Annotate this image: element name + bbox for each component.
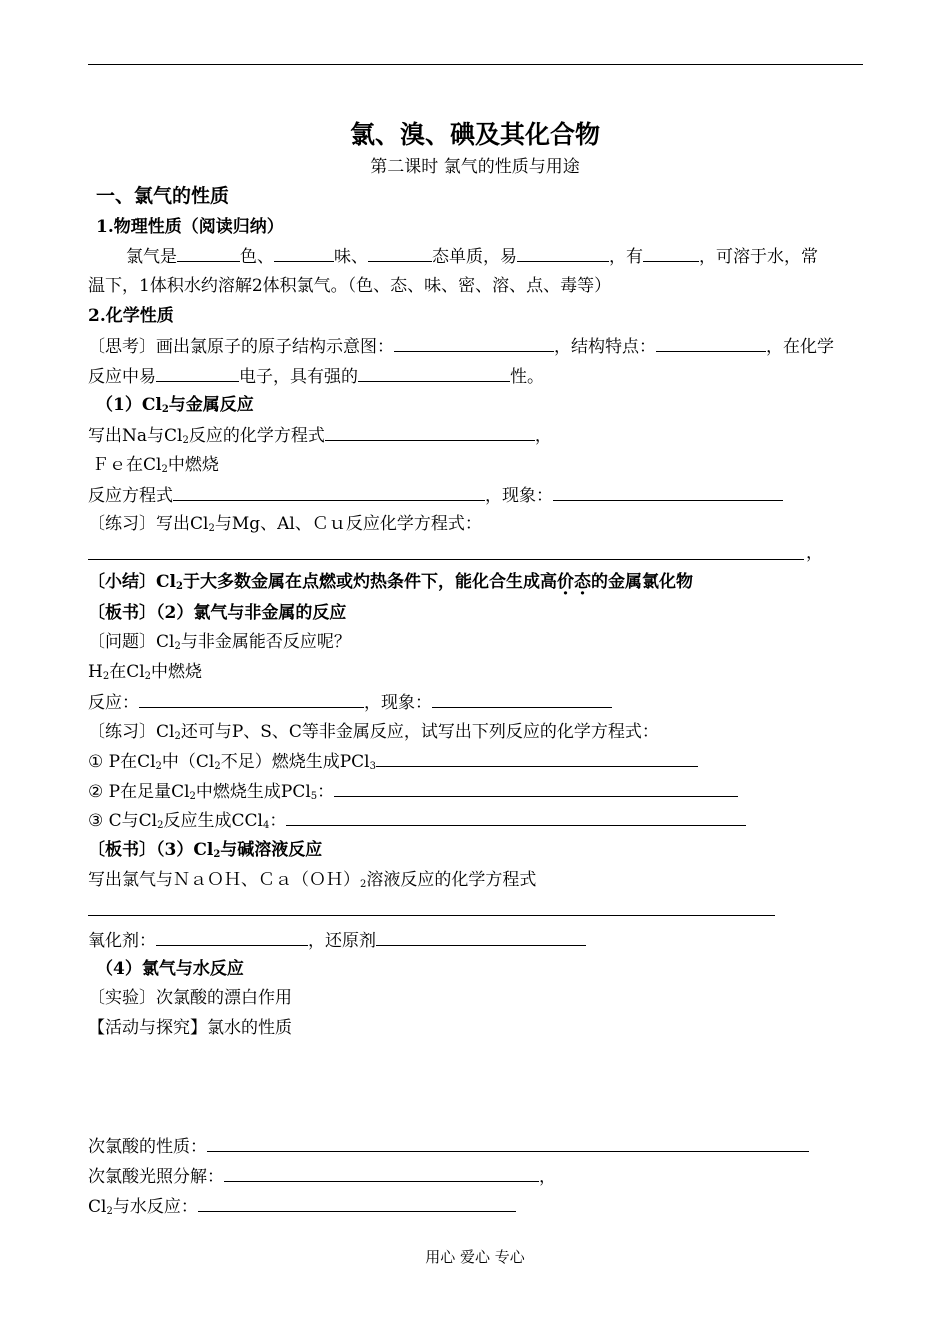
fill-blank[interactable]	[432, 691, 612, 708]
text: 〔练习〕写出Cl	[88, 514, 209, 534]
text: 电子，具有强的	[239, 367, 358, 387]
subscript: 2	[102, 671, 110, 682]
fill-blank[interactable]	[334, 780, 738, 797]
subscript: 2	[182, 435, 189, 446]
experiment-line: 〔实验〕次氯酸的漂白作用	[88, 988, 292, 1008]
subscript: 2	[157, 820, 164, 831]
metal-heading	[96, 394, 254, 416]
text: 与水反应：	[112, 1197, 198, 1217]
h2-line	[88, 661, 202, 683]
subscript: 2	[208, 523, 215, 534]
text: ，	[534, 426, 552, 446]
header-rule	[88, 64, 863, 65]
comma: ，	[806, 543, 823, 563]
fill-blank[interactable]	[207, 1135, 809, 1152]
subscript: 2	[189, 791, 196, 802]
exercise-item-1	[88, 750, 698, 773]
text: 与金属反应	[168, 395, 254, 415]
text: 反应生成CCl	[163, 811, 263, 831]
metal-summary	[88, 571, 693, 593]
text: ，还原剂	[308, 931, 376, 951]
fill-blank[interactable]	[198, 1195, 516, 1212]
nonmetal-exercise-line	[88, 721, 659, 743]
fill-blank[interactable]	[325, 424, 535, 441]
subscript: 3	[369, 761, 376, 772]
subscript: 2	[174, 731, 181, 742]
text: 中（Cl	[161, 752, 215, 772]
text: Cl	[88, 1197, 107, 1217]
text: ，结构特点：	[554, 337, 656, 357]
text: ① P在Cl	[88, 752, 156, 772]
subscript: 2	[144, 671, 152, 682]
fill-blank[interactable]	[156, 929, 308, 946]
text: H	[88, 662, 103, 682]
fill-blank[interactable]	[286, 809, 746, 826]
cl2-water-line	[88, 1195, 516, 1218]
activity-line: 【活动与探究】氯水的性质	[88, 1018, 292, 1038]
text: 反应的化学方程式	[188, 426, 325, 446]
base-line	[88, 869, 536, 891]
fill-blank[interactable]	[358, 365, 510, 382]
text: 味、	[334, 247, 368, 267]
text: （1）Cl	[96, 395, 162, 415]
oxidizer-line	[88, 929, 586, 952]
text: 中燃烧	[151, 662, 203, 682]
fe-equation-line	[88, 484, 783, 507]
text: 氧化剂：	[88, 931, 156, 951]
fill-blank[interactable]	[368, 245, 432, 262]
text: 与碱溶液反应	[220, 840, 323, 860]
text: 〔问题〕Cl	[88, 632, 175, 652]
text: Ｆｅ在Cl	[92, 455, 162, 475]
physical-line-1	[126, 245, 818, 268]
text: ② P在足量Cl	[88, 782, 190, 802]
nonmetal-heading: 〔板书〕（2）氯气与非金属的反应	[88, 603, 347, 623]
text: 与非金属能否反应呢？	[180, 632, 351, 652]
think-line-2	[88, 365, 544, 388]
text: 高	[539, 572, 557, 592]
fill-blank[interactable]	[177, 245, 240, 262]
text: ：	[269, 811, 287, 831]
subscript: 2	[161, 404, 169, 415]
fill-blank[interactable]	[517, 245, 609, 262]
subscript: 2	[213, 849, 221, 860]
answer-rule[interactable]	[88, 915, 775, 916]
text: 氯气是	[126, 247, 177, 267]
fill-blank[interactable]	[656, 335, 766, 352]
text: 写出氯气与ＮａＯＨ、Ｃａ（ＯＨ）	[88, 870, 360, 890]
answer-rule[interactable]	[88, 559, 804, 560]
fill-blank[interactable]	[139, 691, 364, 708]
fill-blank[interactable]	[224, 1165, 539, 1182]
fill-blank[interactable]	[173, 484, 485, 501]
fill-blank[interactable]	[376, 750, 698, 767]
page-footer: 用心 爱心 专心	[425, 1248, 525, 1266]
physical-heading: 1.物理性质（阅读归纳）	[96, 217, 284, 237]
subscript: 5	[310, 791, 318, 802]
water-heading: （4）氯气与水反应	[96, 959, 244, 979]
text: 态单质，易	[432, 247, 517, 267]
text: 写出Na与Cl	[88, 426, 183, 446]
fe-line	[92, 454, 219, 476]
fill-blank[interactable]	[553, 484, 783, 501]
text: 〔思考〕画出氯原子的原子结构示意图：	[88, 337, 394, 357]
emphasis-text: 态	[573, 572, 591, 592]
text: 反应：	[88, 693, 139, 713]
question-line	[88, 631, 351, 653]
text: 与Mg、Al、Ｃｕ反应化学方程式：	[214, 514, 482, 534]
text: 反应中易	[88, 367, 156, 387]
h2-reaction-line	[88, 691, 612, 714]
metal-exercise-line	[88, 513, 482, 535]
text: 不足）燃烧生成PCl	[220, 752, 370, 772]
text: ，	[539, 1167, 556, 1187]
text: 反应方程式	[88, 486, 173, 506]
hclo-decomp-line	[88, 1165, 556, 1188]
subscript: 2	[360, 879, 367, 890]
text: 色、	[240, 247, 274, 267]
text: ，在化学	[766, 337, 834, 357]
section-heading-1: 一、氯气的性质	[96, 185, 230, 207]
base-heading	[88, 839, 322, 861]
fill-blank[interactable]	[274, 245, 334, 262]
emphasis-text: 价	[556, 572, 574, 592]
fill-blank[interactable]	[394, 335, 554, 352]
text: 次氯酸光照分解：	[88, 1167, 224, 1187]
text: 次氯酸的性质：	[88, 1137, 207, 1157]
document-subtitle: 第二课时 氯气的性质与用途	[370, 157, 580, 177]
text: 性。	[510, 367, 544, 387]
text: 〔练习〕Cl	[88, 722, 175, 742]
physical-line-2: 温下，1体积水约溶解2体积氯气。（色、态、味、密、溶、点、毒等）	[88, 276, 612, 296]
subscript: 2	[214, 761, 221, 772]
exercise-item-2	[88, 780, 738, 803]
text: 溶液反应的化学方程式	[366, 870, 537, 890]
text: ，可溶于水，常	[699, 247, 818, 267]
subscript: 2	[106, 1206, 113, 1217]
fill-blank[interactable]	[643, 245, 699, 262]
subscript: 4	[262, 820, 270, 831]
subscript: 2	[176, 581, 183, 592]
text: ，现象：	[364, 693, 432, 713]
exercise-item-3	[88, 809, 746, 832]
text: 〔板书〕（3）Cl	[88, 840, 214, 860]
text: 中燃烧生成PCl	[195, 782, 311, 802]
text: 的金属氯化物	[590, 572, 693, 592]
text: 在Cl	[109, 662, 145, 682]
text: ，有	[609, 247, 643, 267]
fill-blank[interactable]	[156, 365, 239, 382]
fill-blank[interactable]	[376, 929, 586, 946]
think-line-1	[88, 335, 834, 358]
chemical-heading: 2.化学性质	[88, 306, 174, 326]
subscript: 2	[155, 761, 162, 772]
hclo-properties-line	[88, 1135, 809, 1158]
text: ，现象：	[485, 486, 553, 506]
text: 于大多数金属在点燃或灼热条件下，能化合生成	[182, 572, 540, 592]
subscript: 2	[174, 641, 181, 652]
na-reaction-line	[88, 424, 552, 447]
document-title: 氯、溴、碘及其化合物	[349, 120, 600, 149]
text: ：	[317, 782, 335, 802]
text: 还可与P、S、C等非金属反应，试写出下列反应的化学方程式：	[180, 722, 659, 742]
text: 〔小结〕Cl	[88, 572, 176, 592]
subscript: 2	[161, 464, 168, 475]
text: ③ C与Cl	[88, 811, 158, 831]
text: 中燃烧	[167, 455, 219, 475]
